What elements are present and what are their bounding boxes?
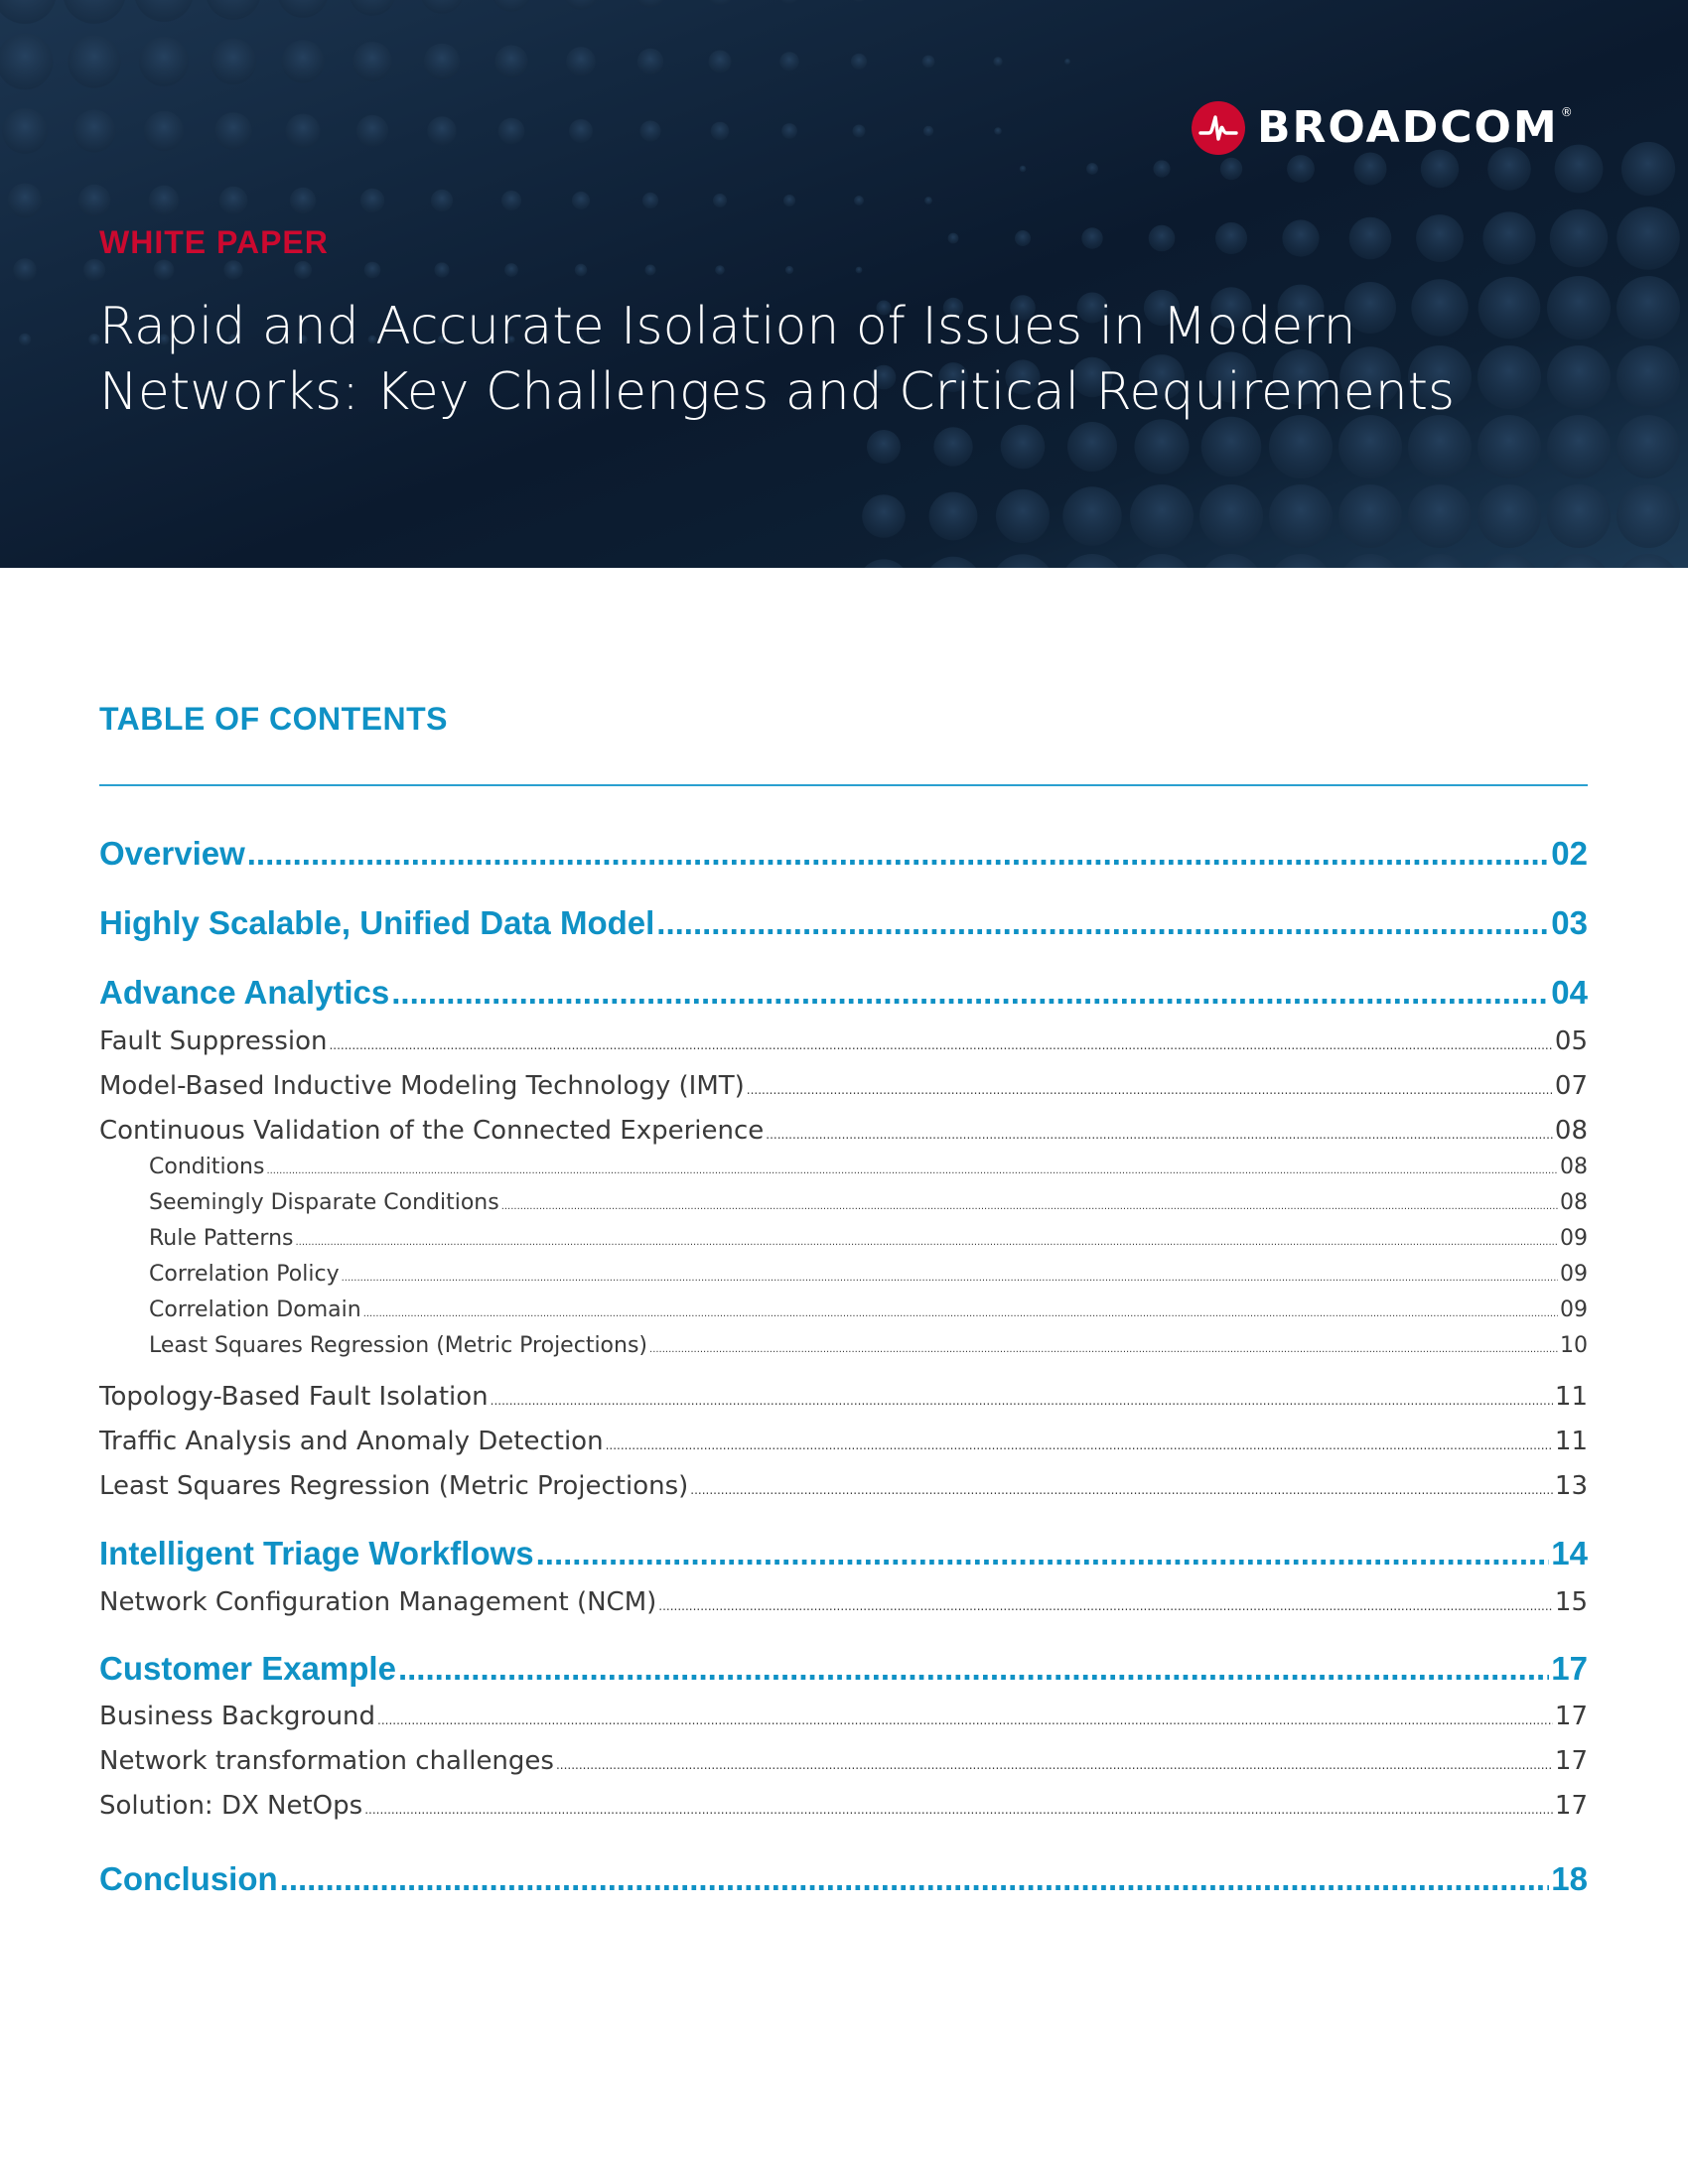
toc-leader-dots: [658, 1588, 1553, 1624]
decorative-dot: [83, 259, 105, 281]
toc-entry-unified-data-model[interactable]: [99, 901, 1588, 945]
toc-leader-dots: [491, 1383, 1553, 1419]
decorative-dot: [1015, 230, 1031, 246]
decorative-dot: [149, 186, 180, 216]
toc-entry-page: 09: [1560, 1262, 1588, 1287]
decorative-dot: [867, 430, 901, 464]
decorative-dot: [349, 0, 396, 16]
decorative-dot: [1130, 484, 1194, 548]
decorative-dot: [994, 127, 1002, 135]
decorative-dot: [1149, 225, 1176, 252]
toc-entry-page: 04: [1551, 974, 1588, 1011]
toc-entry-page: 11: [1554, 1382, 1588, 1412]
toc-entry-continuous-validation[interactable]: [99, 1113, 1588, 1149]
decorative-dot: [713, 194, 727, 207]
decorative-dot: [857, 559, 910, 568]
toc-entry-page: 02: [1551, 835, 1588, 872]
toc-entry-label: Fault Suppression: [99, 1026, 328, 1056]
decorative-dot: [1269, 484, 1333, 548]
toc-entry-advance-analytics[interactable]: [99, 971, 1588, 1015]
decorative-dot: [781, 123, 797, 139]
decorative-dot: [1220, 158, 1242, 180]
decorative-dot: [854, 196, 864, 205]
decorative-dot: [206, 0, 261, 20]
toc-entry-correlation-domain[interactable]: [99, 1296, 1588, 1325]
toc-entry-rule-patterns[interactable]: [99, 1224, 1588, 1254]
toc-leader-dots: [342, 1264, 1558, 1294]
decorative-dot: [1349, 217, 1392, 260]
decorative-dot: [1282, 219, 1319, 256]
decorative-dot: [777, 0, 800, 4]
decorative-dot: [1064, 59, 1070, 65]
toc-leader-dots: [656, 901, 1549, 945]
toc-entry-label: Customer Example: [99, 1650, 396, 1687]
toc-entry-label: Seemingly Disparate Conditions: [149, 1190, 499, 1215]
decorative-dot: [1477, 554, 1541, 568]
toc-entry-label: Rule Patterns: [149, 1226, 294, 1251]
decorative-dot: [501, 191, 521, 210]
toc-entry-page: 11: [1554, 1427, 1588, 1456]
decorative-dot: [290, 188, 316, 213]
toc-leader-dots: [280, 1857, 1550, 1901]
toc-entry-correlation-policy[interactable]: [99, 1260, 1588, 1290]
decorative-dot: [1408, 554, 1472, 568]
toc-entry-network-transformation[interactable]: [99, 1743, 1588, 1779]
toc-entry-ncm[interactable]: [99, 1584, 1588, 1620]
decorative-dot: [78, 185, 111, 217]
decorative-dot: [19, 334, 32, 346]
toc-leader-dots: [391, 971, 1549, 1015]
decorative-dot: [431, 190, 453, 211]
toc-entry-page: 17: [1554, 1746, 1588, 1776]
toc-entry-label: Network Configuration Management (NCM): [99, 1587, 657, 1617]
decorative-dot: [1416, 214, 1464, 262]
decorative-dot: [642, 193, 658, 208]
decorative-dot: [1617, 206, 1680, 270]
toc-leader-dots: [690, 1472, 1553, 1508]
toc-entry-label: Correlation Domain: [149, 1297, 361, 1322]
decorative-dot: [1621, 142, 1675, 196]
decorative-dot: [498, 118, 525, 145]
decorative-dot: [1130, 554, 1194, 568]
dot-pattern-graphic: [0, 0, 1688, 568]
toc-entry-label: Least Squares Regression (Metric Projections): [149, 1333, 648, 1358]
broadcom-logo[interactable]: [1192, 99, 1573, 157]
decorative-dot: [856, 267, 863, 274]
decorative-dot: [1477, 484, 1541, 548]
decorative-dot: [1215, 222, 1247, 254]
decorative-dot: [1354, 153, 1387, 186]
decorative-dot: [639, 120, 660, 141]
decorative-dot: [294, 261, 312, 279]
decorative-dot: [1338, 484, 1402, 548]
decorative-dot: [1408, 484, 1472, 548]
decorative-dot: [1617, 345, 1680, 409]
decorative-dot: [1020, 166, 1027, 173]
decorative-dot: [1086, 163, 1098, 175]
decorative-dot: [1547, 484, 1611, 548]
toc-leader-dots: [296, 1228, 1559, 1258]
toc-entry-solution-dx-netops[interactable]: [99, 1788, 1588, 1824]
decorative-dot: [427, 116, 456, 145]
decorative-dot: [8, 184, 43, 218]
decorative-dot: [1287, 155, 1315, 183]
decorative-dot: [923, 126, 933, 136]
toc-entry-page: 18: [1551, 1860, 1588, 1897]
decorative-dot: [214, 112, 252, 150]
decorative-dot: [1001, 425, 1046, 470]
decorative-dot: [996, 489, 1050, 543]
document-title: [99, 294, 1569, 425]
toc-entry-page: 07: [1554, 1071, 1588, 1101]
toc-entry-page: 09: [1560, 1226, 1588, 1251]
decorative-dot: [356, 115, 388, 147]
toc-entry-topology-fault-isolation[interactable]: [99, 1379, 1588, 1415]
toc-leader-dots: [747, 1072, 1553, 1108]
decorative-dot: [1550, 209, 1608, 267]
toc-entry-label: Topology-Based Fault Isolation: [99, 1382, 489, 1412]
decorative-dot: [223, 260, 242, 279]
toc-entry-label: Least Squares Regression (Metric Projections): [99, 1471, 689, 1501]
toc-entry-page: 08: [1560, 1155, 1588, 1179]
document-title-line-2: Networks: Key Challenges and Critical Requirements: [99, 362, 1456, 422]
decorative-dot: [991, 554, 1055, 568]
broadcom-wordmark: BROADCOM: [1257, 102, 1559, 153]
decorative-dot: [709, 51, 732, 73]
decorative-dot: [922, 56, 935, 68]
toc-entry-label: Correlation Policy: [149, 1262, 340, 1287]
toc-leader-dots: [398, 1647, 1549, 1691]
decorative-dot: [634, 0, 665, 8]
decorative-dot: [1338, 554, 1402, 568]
toc-entry-page: 14: [1551, 1535, 1588, 1571]
registered-mark: ®: [1560, 105, 1573, 119]
decorative-dot: [219, 187, 248, 215]
toc-entry-page: 17: [1554, 1702, 1588, 1731]
decorative-dot: [504, 263, 518, 277]
decorative-dot: [494, 45, 527, 77]
toc-leader-dots: [329, 1027, 1552, 1063]
decorative-dot: [1617, 415, 1680, 478]
decorative-dot: [1067, 422, 1117, 472]
decorative-dot: [1081, 227, 1102, 248]
toc-leader-dots: [501, 1192, 1558, 1222]
toc-entry-label: Business Background: [99, 1702, 376, 1731]
decorative-dot: [924, 197, 932, 205]
decorative-dot: [862, 494, 906, 538]
decorative-dot: [420, 0, 464, 14]
decorative-dot: [783, 195, 795, 206]
decorative-dot: [779, 52, 799, 71]
toc-entry-overview[interactable]: [99, 832, 1588, 876]
toc-leader-dots: [556, 1747, 1553, 1783]
decorative-dot: [715, 265, 725, 275]
toc-leader-dots: [266, 1157, 1558, 1186]
decorative-dot: [851, 54, 867, 69]
decorative-dot: [924, 557, 982, 568]
toc-entry-label: Continuous Validation of the Connected Experience: [99, 1116, 765, 1146]
decorative-dot: [286, 114, 321, 149]
toc-entry-page: 10: [1560, 1333, 1588, 1358]
toc-leader-dots: [364, 1792, 1553, 1828]
toc-entry-seemingly-disparate-conditions[interactable]: [99, 1188, 1588, 1218]
toc-leader-dots: [377, 1703, 1553, 1738]
decorative-dot: [929, 492, 978, 541]
toc-entry-least-squares[interactable]: [99, 1468, 1588, 1504]
decorative-dot: [434, 262, 449, 277]
decorative-dot: [706, 0, 733, 6]
decorative-dot: [281, 40, 324, 82]
toc-leader-dots: [649, 1335, 1558, 1365]
decorative-dot: [2, 108, 48, 154]
toc-entry-label: Advance Analytics: [99, 974, 390, 1011]
decorative-dot: [1060, 554, 1124, 568]
decorative-dot: [0, 0, 57, 24]
decorative-dot: [566, 47, 596, 76]
toc-entry-label: Model-Based Inductive Modeling Technology (IMT): [99, 1071, 745, 1101]
toc-leader-dots: [606, 1428, 1553, 1463]
toc-entry-label: Conclusion: [99, 1860, 278, 1897]
decorative-dot: [1269, 554, 1333, 568]
document-title-line-1: Rapid and Accurate Isolation of Issues in Modern: [99, 297, 1356, 356]
decorative-dot: [785, 266, 793, 274]
toc-divider: [99, 784, 1588, 786]
toc-entry-business-background[interactable]: [99, 1699, 1588, 1734]
toc-entry-traffic-analysis[interactable]: [99, 1424, 1588, 1459]
toc-entry-label: Solution: DX NetOps: [99, 1791, 363, 1821]
decorative-dot: [211, 39, 257, 85]
decorative-dot: [13, 258, 37, 282]
decorative-dot: [360, 189, 384, 212]
decorative-dot: [139, 37, 189, 86]
decorative-dot: [1062, 486, 1121, 545]
toc-entry-page: 05: [1554, 1026, 1588, 1056]
decorative-dot: [492, 0, 531, 12]
decorative-dot: [1153, 160, 1170, 177]
toc-entry-label: Traffic Analysis and Anomaly Detection: [99, 1427, 604, 1456]
decorative-dot: [572, 192, 590, 209]
decorative-dot: [352, 42, 392, 81]
toc-leader-dots: [766, 1117, 1553, 1153]
toc-entry-page: 17: [1551, 1650, 1588, 1687]
decorative-dot: [1617, 484, 1680, 548]
decorative-dot: [277, 0, 329, 18]
toc-entry-label: Conditions: [149, 1155, 265, 1179]
decorative-dot: [1482, 211, 1535, 264]
decorative-dot: [154, 260, 175, 281]
toc-entry-imt[interactable]: [99, 1068, 1588, 1104]
toc-leader-dots: [247, 832, 1550, 876]
toc-entry-page: 08: [1560, 1190, 1588, 1215]
toc-leader-dots: [536, 1532, 1550, 1575]
toc-entry-page: 08: [1554, 1116, 1588, 1146]
toc-entry-conclusion[interactable]: [99, 1857, 1588, 1901]
decorative-dot: [637, 49, 663, 74]
toc-entry-label: Network transformation challenges: [99, 1746, 554, 1776]
decorative-dot: [645, 265, 656, 276]
decorative-dot: [68, 35, 120, 87]
decorative-dot: [1617, 554, 1680, 568]
decorative-dot: [73, 110, 116, 153]
toc-entry-page: 17: [1554, 1791, 1588, 1821]
toc-leader-dots: [363, 1299, 1558, 1329]
broadcom-pulse-icon: [1192, 101, 1245, 155]
decorative-dot: [993, 57, 1002, 66]
decorative-dot: [424, 44, 461, 80]
document-type-label: WHITE PAPER: [99, 224, 329, 260]
toc-entry-least-squares-sub[interactable]: [99, 1331, 1588, 1361]
decorative-dot: [1617, 276, 1680, 340]
decorative-dot: [853, 125, 866, 138]
toc-entry-conditions[interactable]: [99, 1153, 1588, 1182]
toc-entry-page: 09: [1560, 1297, 1588, 1322]
decorative-dot: [575, 264, 587, 276]
decorative-dot: [711, 122, 730, 141]
decorative-dot: [948, 233, 959, 244]
toc-entry-fault-suppression[interactable]: [99, 1024, 1588, 1059]
decorative-dot: [63, 0, 126, 24]
toc-entry-intelligent-triage[interactable]: [99, 1532, 1588, 1575]
decorative-dot: [933, 427, 972, 466]
decorative-dot: [134, 0, 194, 22]
toc-entry-label: Highly Scalable, Unified Data Model: [99, 904, 655, 941]
decorative-dot: [1199, 554, 1263, 568]
decorative-dot: [1201, 417, 1262, 478]
decorative-dot: [1134, 419, 1189, 474]
decorative-dot: [849, 0, 868, 2]
decorative-dot: [0, 34, 53, 90]
toc-heading: TABLE OF CONTENTS: [99, 701, 448, 737]
decorative-dot: [569, 119, 593, 143]
toc-entry-page: 15: [1554, 1587, 1588, 1617]
header-banner: [0, 0, 1688, 568]
decorative-dot: [364, 262, 381, 279]
decorative-dot: [144, 111, 184, 151]
decorative-dot: [563, 0, 599, 10]
toc-entry-label: Overview: [99, 835, 245, 872]
toc-entry-page: 13: [1554, 1471, 1588, 1501]
toc-entry-customer-example[interactable]: [99, 1647, 1588, 1691]
toc-entry-page: 03: [1551, 904, 1588, 941]
decorative-dot: [1199, 484, 1263, 548]
decorative-dot: [1547, 554, 1611, 568]
toc-entry-label: Intelligent Triage Workflows: [99, 1535, 534, 1571]
